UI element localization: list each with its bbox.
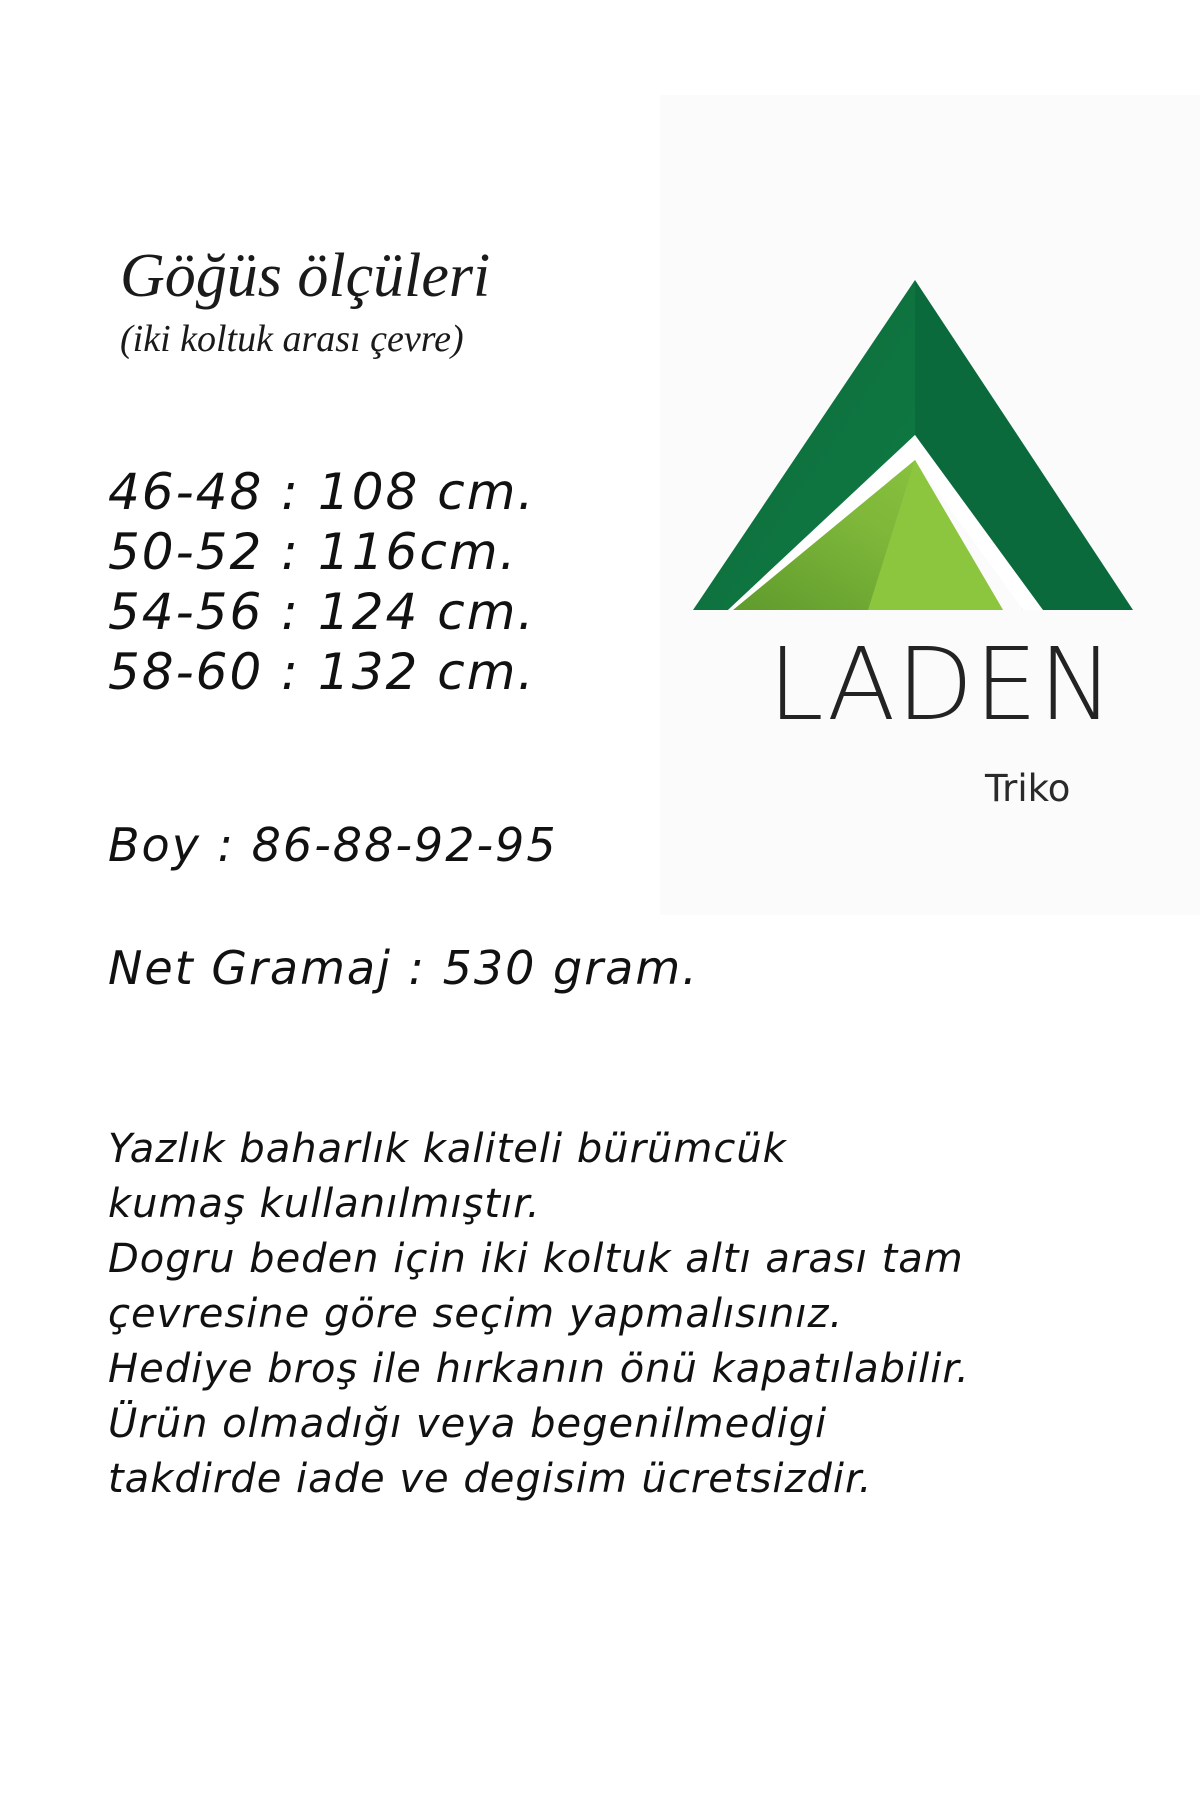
size-row: 58-60 : 132 cm. bbox=[108, 643, 536, 701]
description-line: Dogru beden için iki koltuk altı arası tam bbox=[108, 1236, 964, 1282]
size-list bbox=[108, 462, 535, 702]
product-description bbox=[108, 1122, 970, 1507]
size-row: 54-56 : 124 cm. bbox=[108, 583, 536, 641]
measurements-subtitle: (iki koltuk arası çevre) bbox=[120, 318, 464, 360]
size-row: 50-52 : 116cm. bbox=[108, 523, 518, 581]
description-line: Ürün olmadığı veya begenilmedigi bbox=[108, 1401, 828, 1447]
triangle-mountain-logo-icon bbox=[693, 280, 1133, 610]
length-info: Boy : 86-88-92-95 bbox=[108, 818, 558, 872]
brand-name: LADEN bbox=[768, 626, 1115, 743]
description-line: Hediye broş ile hırkanın önü kapatılabilir. bbox=[108, 1346, 970, 1392]
description-line: kumaş kullanılmıştır. bbox=[108, 1181, 541, 1227]
description-line: çevresine göre seçim yapmalısınız. bbox=[108, 1291, 844, 1337]
description-line: takdirde iade ve degisim ücretsizdir. bbox=[108, 1456, 873, 1502]
brand-tagline: Triko bbox=[985, 767, 1071, 810]
measurements-title: Göğüs ölçüleri bbox=[120, 242, 491, 310]
description-line: Yazlık baharlık kaliteli bürümcük bbox=[108, 1126, 787, 1172]
weight-info: Net Gramaj : 530 gram. bbox=[108, 941, 699, 995]
size-row: 46-48 : 108 cm. bbox=[108, 463, 536, 521]
